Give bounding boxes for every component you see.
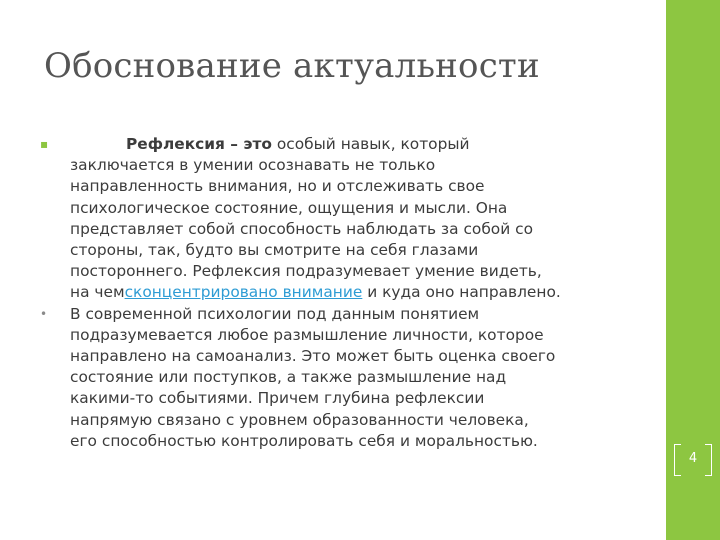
- body-line: на чемсконцентрировано внимание и куда оно направлено.: [70, 283, 561, 302]
- body-line: состояние или поступков, а также размышление над: [70, 368, 507, 387]
- page-number: 4: [688, 451, 698, 466]
- body-line: заключается в умении осознавать не только: [70, 156, 436, 175]
- body-line: постороннего. Рефлексия подразумевает умение видеть,: [70, 262, 542, 281]
- concentrated-attention-link[interactable]: сконцентрировано внимание: [124, 283, 363, 302]
- body-line: подразумевается любое размышление личности, которое: [70, 325, 544, 344]
- body-line: представляет собой способность наблюдать за собой со: [70, 219, 533, 238]
- paragraph-reflection-definition: [40, 134, 640, 304]
- square-bullet-icon: ▪: [40, 137, 49, 151]
- paragraph-modern-psychology: [40, 304, 640, 452]
- body-line: направлено на самоанализ. Это может быть оценка своего: [70, 347, 556, 366]
- slide-body: [40, 134, 640, 452]
- body-line: психологическое состояние, ощущения и мысли. Она: [70, 198, 508, 217]
- body-line: направленность внимания, но и отслеживать свое: [70, 177, 485, 196]
- body-line: Рефлексия – это особый навык, который: [126, 135, 470, 153]
- body-line: напрямую связано с уровнем образованности человека,: [70, 410, 529, 429]
- dot-bullet-icon: •: [40, 306, 48, 321]
- body-line: его способностью контролировать себя и моральностью.: [70, 431, 538, 450]
- body-line: какими-то событиями. Причем глубина рефлексии: [70, 389, 485, 408]
- slide-title: Обоснование актуальности: [44, 46, 540, 86]
- bracket-right-icon: [705, 444, 712, 476]
- term-bold: Рефлексия – это: [126, 135, 272, 153]
- body-line: стороны, так, будто вы смотрите на себя глазами: [70, 241, 479, 260]
- page-number-box: [674, 444, 712, 476]
- body-line: В современной психологии под данным понятием: [70, 304, 480, 323]
